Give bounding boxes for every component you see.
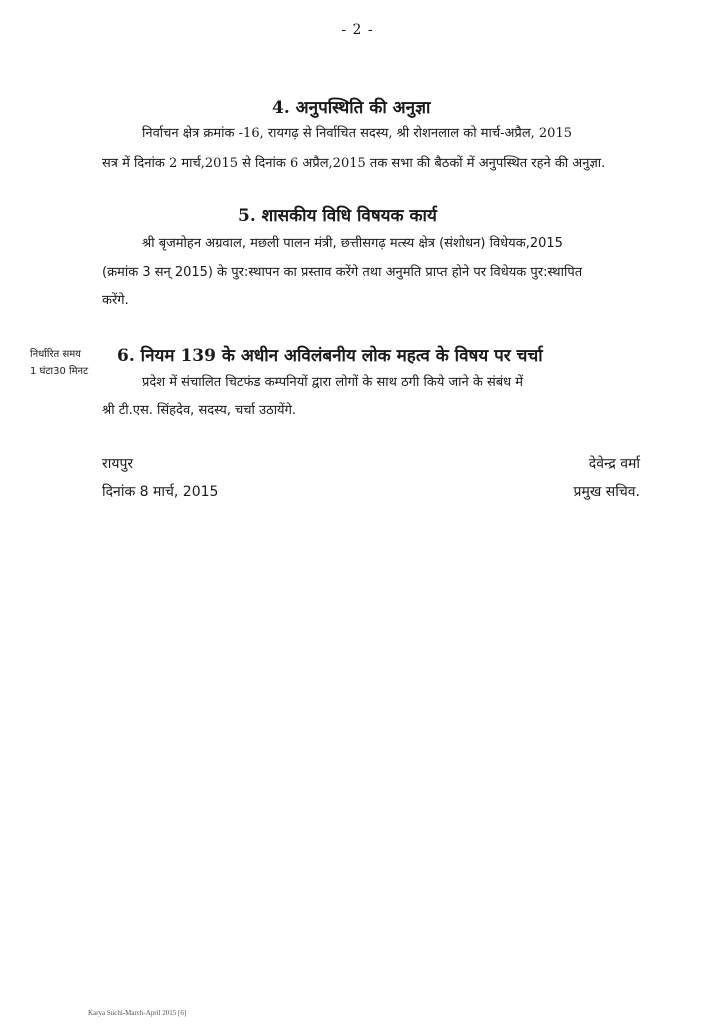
section-5-line-3: करेंगे. (102, 293, 129, 308)
section-5-line-1: श्री बृजमोहन अग्रवाल, मछली पालन मंत्री, छत्तीसगढ़ मत्स्य क्षेत्र (संशोधन) विधेयक,2015 (142, 236, 563, 251)
section-4-heading: 4. अनुपस्थिति की अनुज्ञा (272, 98, 431, 118)
signature-date: दिनांक 8 मार्च, 2015 (102, 484, 219, 500)
section-6-heading: 6. नियम 139 के अधीन अविलंबनीय लोक महत्व के विषय पर चर्चा (117, 346, 543, 366)
page-number: - 2 - (341, 22, 374, 38)
section-5-line-2: (क्रमांक 3 सन् 2015) के पुर:स्थापन का प्रस्ताव करेंगे तथा अनुमति प्राप्त होने पर विधेयक पुर:स्थापित (102, 265, 583, 280)
section-6-line-2: श्री टी.एस. सिंहदेव, सदस्य, चर्चा उठायेंगे. (102, 403, 297, 418)
signature-place: रायपुर (102, 456, 134, 472)
allotted-time-label: निर्धारित समय (30, 349, 81, 360)
signature-name: देवेन्द्र वर्मा (588, 456, 640, 472)
section-4-line-2: सत्र में दिनांक 2 मार्च,2015 से दिनांक 6 अप्रैल,2015 तक सभा की बैठकों में अनुपस्थित रहने की अनुज्ञा. (102, 156, 606, 171)
section-5-heading: 5. शासकीय विधि विषयक कार्य (238, 206, 437, 226)
signature-designation: प्रमुख सचिव. (573, 484, 640, 500)
section-6-line-1: प्रदेश में संचालित चिटफंड कम्पनियों द्वारा लोगों के साथ ठगी किये जाने के संबंध में (142, 375, 524, 390)
footer-reference: Karya Suchi-March-April 2015 [6] (88, 1009, 187, 1017)
allotted-time-value: 1 घंटा30 मिनट (30, 366, 89, 377)
section-4-line-1: निर्वाचन क्षेत्र क्रमांक -16, रायगढ़ से निर्वाचित सदस्य, श्री रोशनलाल को मार्च-अप्रैल, 2015 (142, 126, 572, 141)
